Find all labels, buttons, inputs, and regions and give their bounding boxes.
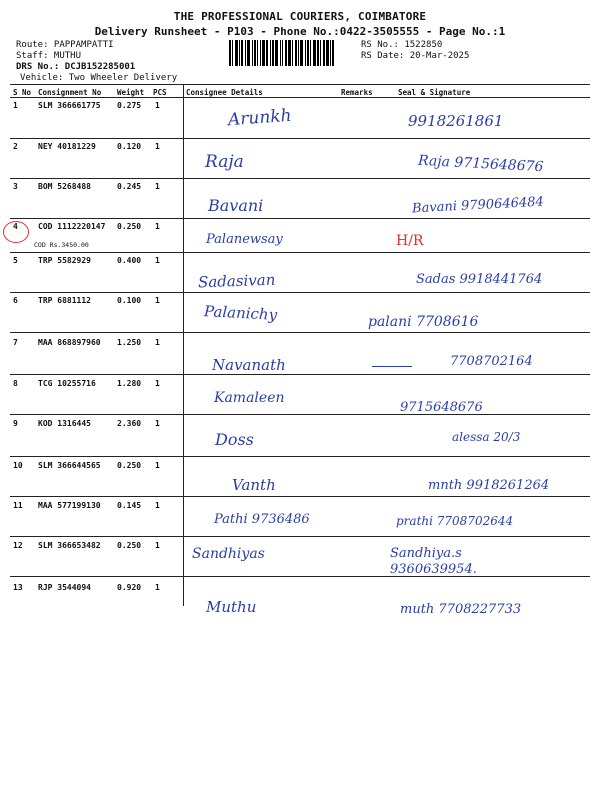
consignee-signature: Palanewsay bbox=[206, 232, 283, 247]
rs-number: RS No.: 1522850 bbox=[361, 40, 443, 50]
row-divider bbox=[10, 178, 590, 179]
row-consignment: COD 1112220147 bbox=[38, 222, 106, 231]
row-consignment: TRP 6881112 bbox=[38, 296, 91, 305]
row-weight: 0.245 bbox=[117, 182, 142, 191]
row-consignment: MAA 577199130 bbox=[38, 501, 101, 510]
consignee-signature: Raja bbox=[205, 152, 244, 172]
seal-signature: Raja 9715648676 bbox=[417, 152, 544, 176]
row-divider bbox=[10, 456, 590, 457]
row-divider bbox=[10, 374, 590, 375]
document-subtitle: Delivery Runsheet - P103 - Phone No.:0422-3505555 - Page No.:1 bbox=[94, 25, 506, 38]
seal-signature: 9715648676 bbox=[400, 400, 483, 415]
row-weight: 0.250 bbox=[117, 461, 142, 470]
consignee-signature: Sandhiyas bbox=[192, 546, 265, 562]
col-sno: S No bbox=[13, 88, 32, 97]
row-pcs: 1 bbox=[155, 419, 160, 428]
seal-signature: Sandhiya.s 9360639954. bbox=[390, 546, 477, 577]
seal-signature: mnth 9918261264 bbox=[428, 478, 550, 493]
row-pcs: 1 bbox=[155, 379, 160, 388]
row-pcs: 1 bbox=[155, 256, 160, 265]
consignee-signature: Pathi 9736486 bbox=[214, 512, 310, 527]
row-pcs: 1 bbox=[155, 541, 160, 550]
drs-line bbox=[16, 62, 135, 73]
row-weight: 1.250 bbox=[117, 338, 142, 347]
row-sno: 8 bbox=[13, 379, 18, 388]
row-sno: 7 bbox=[13, 338, 18, 347]
consignee-signature: Palanichy bbox=[203, 302, 278, 324]
row-weight: 0.250 bbox=[117, 222, 142, 231]
row-sno: 4 bbox=[13, 222, 18, 231]
row-sno: 13 bbox=[13, 583, 23, 592]
drs-label: DRS No.: bbox=[16, 62, 60, 72]
row-sno: 3 bbox=[13, 182, 18, 191]
row-divider bbox=[10, 292, 590, 293]
seal-signature: Sadas 9918441764 bbox=[416, 272, 543, 287]
col-weight: Weight bbox=[117, 88, 145, 97]
rs-date: RS Date: 20-Mar-2025 bbox=[361, 51, 470, 61]
row-consignment: RJP 3544094 bbox=[38, 583, 91, 592]
row-weight: 0.275 bbox=[117, 101, 142, 110]
consignee-signature: Doss bbox=[215, 430, 254, 449]
row-pcs: 1 bbox=[155, 583, 160, 592]
seal-signature: 9918261861 bbox=[408, 112, 504, 130]
consignee-signature: Navanath bbox=[212, 356, 286, 374]
consignee-signature: Vanth bbox=[232, 476, 276, 494]
row-divider bbox=[10, 496, 590, 497]
row-consignment: NEY 40181229 bbox=[38, 142, 96, 151]
row-pcs: 1 bbox=[155, 142, 160, 151]
row-pcs: 1 bbox=[155, 461, 160, 470]
col-remarks: Remarks bbox=[341, 88, 373, 97]
row-sno: 12 bbox=[13, 541, 23, 550]
row-consignment: SLM 366653482 bbox=[38, 541, 101, 550]
row-weight: 1.280 bbox=[117, 379, 142, 388]
row-sno: 2 bbox=[13, 142, 18, 151]
row-divider bbox=[10, 218, 590, 219]
row-sno: 6 bbox=[13, 296, 18, 305]
remark-text: H/R bbox=[396, 233, 424, 249]
row-consignment: SLM 366661775 bbox=[38, 101, 101, 110]
row-divider bbox=[10, 252, 590, 253]
row-pcs: 1 bbox=[155, 222, 160, 231]
row-pcs: 1 bbox=[155, 296, 160, 305]
consignee-signature: Bavani bbox=[208, 196, 264, 215]
signature-dash bbox=[372, 366, 412, 367]
row-weight: 2.360 bbox=[117, 419, 142, 428]
drs-value: DCJB152285001 bbox=[64, 62, 136, 72]
row-weight: 0.250 bbox=[117, 541, 142, 550]
seal-signature: Bavani 9790646484 bbox=[411, 194, 545, 217]
row-sno: 1 bbox=[13, 101, 18, 110]
row-consignment: BOM 5268488 bbox=[38, 182, 91, 191]
seal-signature: prathi 7708702644 bbox=[396, 514, 514, 528]
row-weight: 0.920 bbox=[117, 583, 142, 592]
cod-amount: COD Rs.3450.00 bbox=[34, 241, 89, 249]
document-title: THE PROFESSIONAL COURIERS, COIMBATORE bbox=[173, 10, 427, 23]
row-sno: 5 bbox=[13, 256, 18, 265]
col-consignee: Consignee Details bbox=[186, 88, 263, 97]
consignee-signature: Muthu bbox=[206, 598, 257, 616]
row-sno: 9 bbox=[13, 419, 18, 428]
row-weight: 0.400 bbox=[117, 256, 142, 265]
barcode bbox=[229, 40, 351, 66]
row-consignment: TRP 5582929 bbox=[38, 256, 91, 265]
staff-text: Staff: MUTHU bbox=[16, 51, 82, 61]
row-divider bbox=[10, 332, 590, 333]
seal-signature: palani 7708616 bbox=[368, 314, 479, 330]
col-seal-signature: Seal & Signature bbox=[398, 88, 471, 97]
vehicle-text: Vehicle: Two Wheeler Delivery bbox=[20, 73, 178, 83]
row-consignment: TCG 10255716 bbox=[38, 379, 96, 388]
col-consignment: Consignment No bbox=[38, 88, 102, 97]
row-weight: 0.145 bbox=[117, 501, 142, 510]
route-text: Route: PAPPAMPATTI bbox=[16, 40, 114, 50]
consignee-signature: Sadasivan bbox=[197, 270, 276, 292]
seal-signature: muth 7708227733 bbox=[400, 602, 522, 617]
seal-signature: alessa 20/3 bbox=[452, 430, 521, 444]
row-consignment: KOD 1316445 bbox=[38, 419, 91, 428]
col-pcs: PCS bbox=[153, 88, 167, 97]
consignee-column-divider bbox=[183, 84, 184, 606]
row-weight: 0.100 bbox=[117, 296, 142, 305]
consignee-signature: Kamaleen bbox=[214, 390, 285, 406]
row-consignment: SLM 366644565 bbox=[38, 461, 101, 470]
row-pcs: 1 bbox=[155, 338, 160, 347]
row-pcs: 1 bbox=[155, 182, 160, 191]
seal-signature: 7708702164 bbox=[450, 354, 533, 369]
row-divider bbox=[10, 138, 590, 139]
consignee-signature: Arunkh bbox=[227, 105, 293, 131]
row-consignment: MAA 868897960 bbox=[38, 338, 101, 347]
row-divider bbox=[10, 414, 590, 415]
row-divider bbox=[10, 536, 590, 537]
row-pcs: 1 bbox=[155, 501, 160, 510]
row-sno: 11 bbox=[13, 501, 23, 510]
table-header-rule bbox=[10, 97, 590, 98]
row-sno: 10 bbox=[13, 461, 23, 470]
table-top-rule bbox=[10, 84, 590, 85]
row-weight: 0.120 bbox=[117, 142, 142, 151]
row-pcs: 1 bbox=[155, 101, 160, 110]
